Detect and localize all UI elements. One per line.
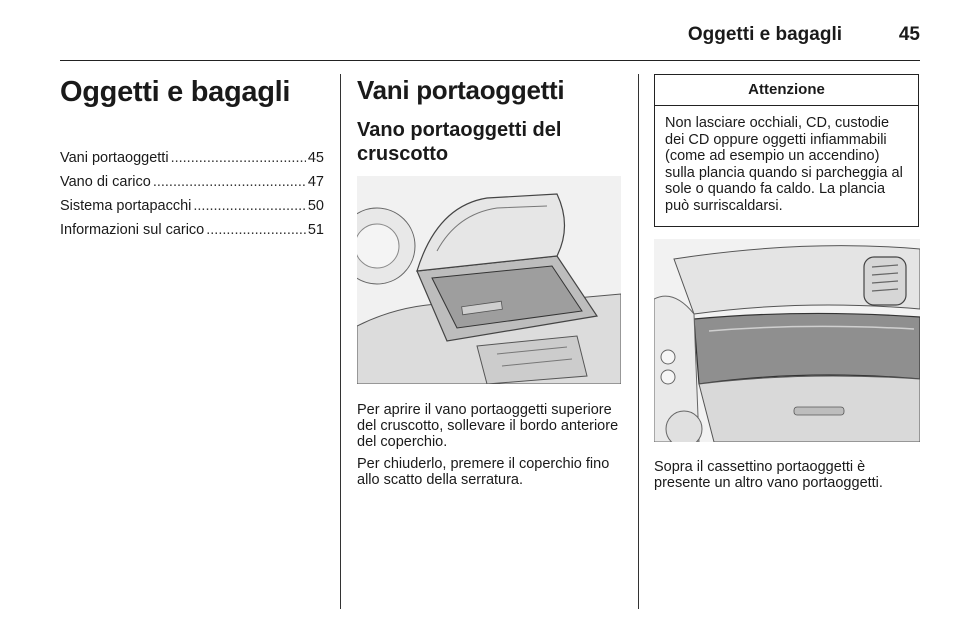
chapter-column [60, 74, 324, 246]
header-page-number: 45 [898, 24, 920, 45]
toc-entry[interactable] [60, 198, 324, 222]
toc-entry[interactable] [60, 222, 324, 246]
toc-entry-page: 50 [307, 198, 324, 214]
toc-entry-page: 45 [307, 150, 324, 166]
section-column [357, 74, 621, 488]
toc-entry[interactable] [60, 174, 324, 198]
glovebox-illustration [654, 239, 920, 442]
warning-heading: Attenzione [655, 75, 918, 106]
closing-instructions: Per chiuderlo, premere il coperchio fino allo scatto della serratura. [357, 456, 610, 488]
dashboard-storage-illustration [357, 176, 621, 384]
glovebox-drawing [654, 239, 920, 442]
toc-leader-dots [171, 150, 306, 166]
subsection-title: Vano portaoggetti del cruscotto [357, 119, 562, 165]
toc-entry-label: Vano di carico [60, 174, 151, 190]
warning-column [654, 74, 920, 491]
toc-entry-label: Vani portaoggetti [60, 150, 169, 166]
toc-leader-dots [193, 198, 305, 214]
toc-entry-page: 47 [307, 174, 324, 190]
column-divider [638, 74, 639, 609]
toc-entry-page: 51 [307, 222, 324, 238]
section-title: Vani portaoggetti [357, 75, 565, 105]
table-of-contents [60, 150, 324, 246]
warning-box [654, 74, 919, 227]
chapter-title: Oggetti e bagagli [60, 76, 291, 108]
toc-leader-dots [206, 222, 306, 238]
toc-entry[interactable] [60, 150, 324, 174]
upper-storage-compartment-drawing [357, 176, 621, 384]
upper-compartment-note: Sopra il cassettino portaoggetti è presente un altro vano portaoggetti. [654, 458, 883, 491]
warning-text: Non lasciare occhiali, CD, custodie dei CD oppure oggetti infiammabili (come ad esempio un accendino) sulla plancia quando si parcheggia al sole o quando fa caldo. La plancia può surriscaldarsi. [665, 115, 903, 214]
column-divider [340, 74, 341, 609]
opening-instructions: Per aprire il vano portaoggetti superiore del cruscotto, sollevare il bordo anteriore del coperchio. [357, 402, 619, 450]
toc-entry-label: Sistema portapacchi [60, 198, 192, 214]
header-title: Oggetti e bagagli [687, 24, 842, 45]
toc-leader-dots [153, 174, 306, 190]
toc-entry-label: Informazioni sul carico [60, 222, 205, 238]
page-header [60, 20, 920, 61]
